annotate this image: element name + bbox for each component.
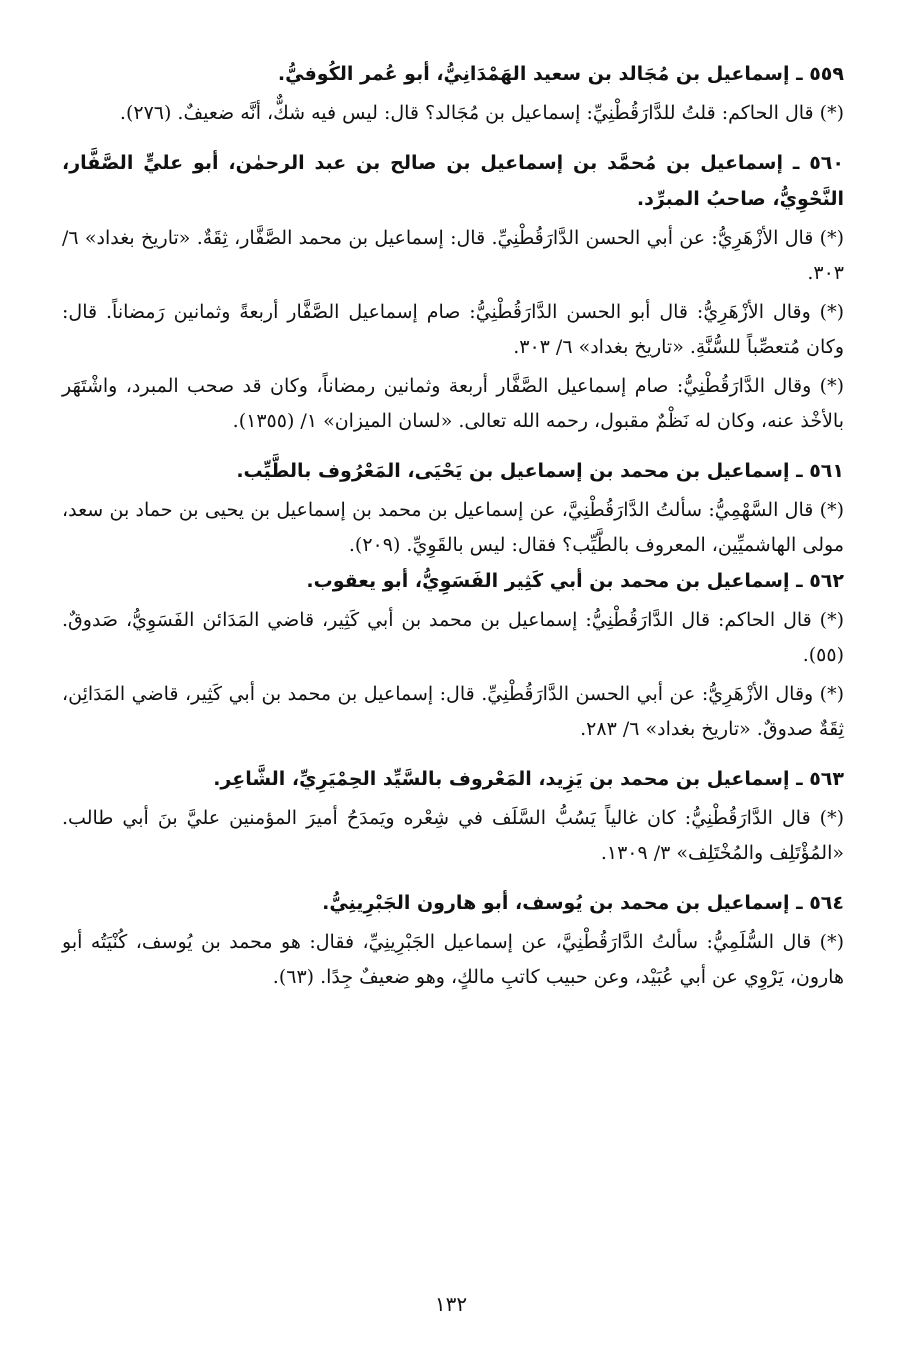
entry-559 bbox=[62, 56, 844, 131]
entry-564 bbox=[62, 885, 844, 995]
entry-paragraph: (*) قال السَّهْمِيُّ: سألتُ الدَّارَقُطْنِيَّ، عن إسماعيل بن محمد بن إسماعيل بن يحيى بن حماد بن سعد، مولى الهاشميِّين، المعروف بالطَّيِّب؟ فقال: ليس بالقَوِيِّ. (٢٠٩). bbox=[62, 499, 844, 556]
entry-561 bbox=[62, 453, 844, 563]
entry-heading: ٥٥٩ ـ إسماعيل بن مُجَالد بن سعيد الهَمْدَانِيُّ، أبو عُمر الكُوفيُّ. bbox=[277, 63, 844, 85]
entry-heading: ٥٦١ ـ إسماعيل بن محمد بن إسماعيل بن يَحْيَى، المَعْرُوف بالطَّيِّب. bbox=[236, 460, 844, 482]
entry-paragraph: (*) قال الأزْهَرِيُّ: عن أبي الحسن الدَّارَقُطْنِيِّ. قال: إسماعيل بن محمد الصَّفَّار، ثِقَةٌ. «تاريخ بغداد» ٦/ ٣٠٣. bbox=[62, 227, 844, 284]
entry-paragraph: (*) وقال الأزْهَرِيُّ: عن أبي الحسن الدَّارَقُطْنِيِّ. قال: إسماعيل بن محمد بن أبي كَثِير، قاضي المَدَائِن، ثِقَةٌ صدوقٌ. «تاريخ بغداد» ٦/ ٢٨٣. bbox=[62, 683, 844, 740]
entry-heading: ٥٦٣ ـ إسماعيل بن محمد بن يَزِيد، المَعْروف بالسَّيِّد الحِمْيَرِيِّ، الشَّاعِر. bbox=[213, 768, 844, 790]
entry-paragraph: (*) قال الحاكم: قلتُ للدَّارَقُطْنِيِّ: إسماعيل بن مُجَالد؟ قال: ليس فيه شكٌّ، أنَّه ضعيفٌ. (٢٧٦). bbox=[119, 102, 844, 124]
entry-heading: ٥٦٢ ـ إسماعيل بن محمد بن أبي كَثِير الفَسَوِيُّ، أبو يعقوب. bbox=[306, 570, 844, 592]
entry-563 bbox=[62, 761, 844, 871]
entry-paragraph: (*) قال الحاكم: قال الدَّارَقُطْنِيُّ: إسماعيل بن محمد بن أبي كَثِير، قاضي المَدَائن الفَسَوِيُّ، صَدوقٌ. (٥٥). bbox=[62, 609, 844, 666]
entry-paragraph: (*) وقال الأزْهَرِيُّ: قال أبو الحسن الدَّارَقُطْنِيُّ: صام إسماعيل الصَّفَّار أربعةً وثمانين رَمضاناً. قال: وكان مُتعصِّباً للسُّنَّةِ. «تاريخ بغداد» ٦/ ٣٠٣. bbox=[62, 301, 845, 358]
page-number: ١٣٢ bbox=[434, 1292, 468, 1316]
entry-paragraph: (*) قال الدَّارَقُطْنِيُّ: كان غالياً يَسُبُّ السَّلَف في شِعْره ويَمدَحُ أميرَ المؤمنين عليَّ بنَ أبي طالب. «المُؤْتَلِف والمُخْتَلِف» ٣/ ١٣٠٩. bbox=[62, 807, 844, 864]
entry-heading: ٥٦٠ ـ إسماعيل بن مُحمَّد بن إسماعيل بن صالح بن عبد الرحمٰن، أبو عليٍّ الصَّفَّار، النَّحْوِيُّ، صاحبُ المبرِّد. bbox=[62, 152, 844, 210]
entry-paragraph: (*) قال السُّلَمِيُّ: سألتُ الدَّارَقُطْنِيَّ، عن إسماعيل الجَبْرِينِيِّ، فقال: هو محمد بن يُوسف، كُنْيَتُه أبو هارون، يَرْوِي عن أبي عُبَيْد، وعن حبيب كاتبِ مالكٍ، وهو ضعيفٌ جِدًا. (٦٣). bbox=[62, 931, 844, 988]
entry-paragraph: (*) وقال الدَّارَقُطْنِيُّ: صام إسماعيل الصَّفَّار أربعة وثمانين رمضاناً، وكان قد صحب المبرد، واشْتَهَر بالأخْذ عنه، وكان له نَظْمٌ مقبول، رحمه الله تعالى. «لسان الميزان» ١/ (١٣٥٥). bbox=[62, 375, 844, 432]
entry-562 bbox=[62, 563, 844, 747]
entry-heading: ٥٦٤ ـ إسماعيل بن محمد بن يُوسف، أبو هارون الجَبْرِينِيُّ. bbox=[322, 892, 844, 914]
entry-560 bbox=[62, 145, 844, 439]
